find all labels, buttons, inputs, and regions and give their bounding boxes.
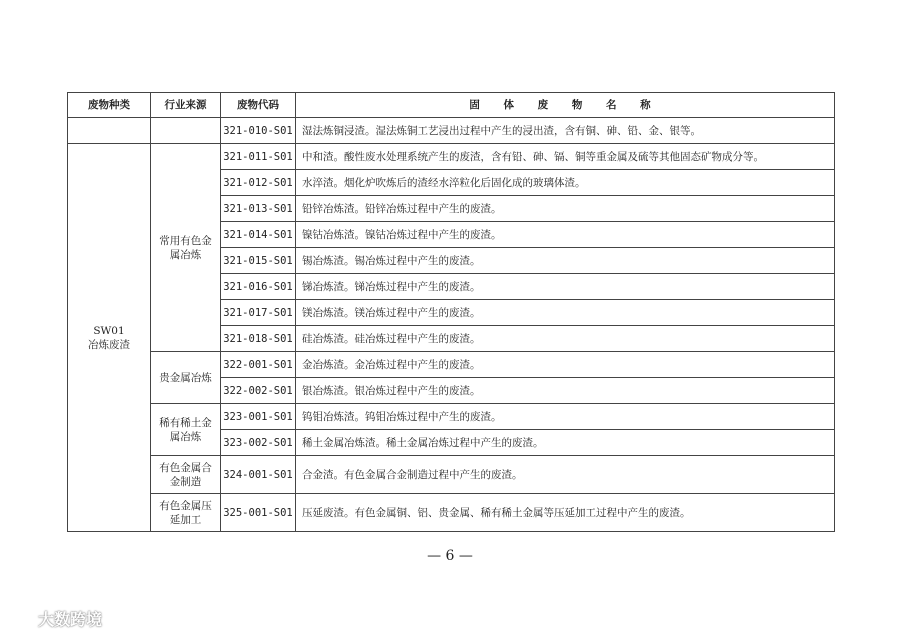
waste-code: 321-010-S01 xyxy=(221,118,296,144)
waste-code: 321-012-S01 xyxy=(221,170,296,196)
waste-code: 323-002-S01 xyxy=(221,430,296,456)
waste-code: 321-015-S01 xyxy=(221,248,296,274)
page-number: — 6 — xyxy=(427,548,473,564)
waste-code: 321-018-S01 xyxy=(221,326,296,352)
waste-code: 323-001-S01 xyxy=(221,404,296,430)
industry-label-line: 常用有色金 xyxy=(159,234,212,247)
category-name: 冶炼废渣 xyxy=(88,338,130,351)
waste-code: 321-017-S01 xyxy=(221,300,296,326)
waste-description: 锑冶炼渣。锑冶炼过程中产生的废渣。 xyxy=(296,274,835,300)
industry-label-line: 有色金属合 xyxy=(159,461,212,474)
table-row xyxy=(68,456,835,494)
waste-code: 321-016-S01 xyxy=(221,274,296,300)
industry-label-line: 稀有稀土金 xyxy=(159,416,212,429)
industry-precious-metals xyxy=(151,352,221,404)
waste-code: 324-001-S01 xyxy=(221,456,296,494)
header-waste-type: 废物种类 xyxy=(68,93,151,118)
waste-description: 稀土金属冶炼渣。稀土金属冶炼过程中产生的废渣。 xyxy=(296,430,835,456)
waste-description: 压延废渣。有色金属铜、铝、贵金属、稀有稀土金属等压延加工过程中产生的废渣。 xyxy=(296,494,835,532)
waste-description: 镁冶炼渣。镁冶炼过程中产生的废渣。 xyxy=(296,300,835,326)
waste-code: 322-001-S01 xyxy=(221,352,296,378)
waste-description: 金冶炼渣。金冶炼过程中产生的废渣。 xyxy=(296,352,835,378)
table-row xyxy=(68,144,835,170)
waste-description: 湿法炼铜浸渣。湿法炼铜工艺浸出过程中产生的浸出渣，含有铜、砷、铅、金、银等。 xyxy=(296,118,835,144)
waste-description: 铅锌冶炼渣。铅锌冶炼过程中产生的废渣。 xyxy=(296,196,835,222)
waste-code: 322-002-S01 xyxy=(221,378,296,404)
industry-label-line: 贵金属冶炼 xyxy=(159,371,212,384)
waste-code: 321-011-S01 xyxy=(221,144,296,170)
empty-cell xyxy=(68,118,151,144)
industry-common-nonferrous xyxy=(151,144,221,352)
industry-label-line: 延加工 xyxy=(169,513,202,526)
waste-description: 水淬渣。烟化炉吹炼后的渣经水淬粒化后固化成的玻璃体渣。 xyxy=(296,170,835,196)
waste-description: 硅冶炼渣。硅冶炼过程中产生的废渣。 xyxy=(296,326,835,352)
header-industry-source: 行业来源 xyxy=(151,93,221,118)
waste-code: 325-001-S01 xyxy=(221,494,296,532)
header-waste-code: 废物代码 xyxy=(221,93,296,118)
industry-label-line: 金制造 xyxy=(169,475,202,488)
header-waste-name: 固 体 废 物 名 称 xyxy=(296,93,835,118)
category-code: SW01 xyxy=(93,324,125,337)
waste-description: 钨钼冶炼渣。钨钼冶炼过程中产生的废渣。 xyxy=(296,404,835,430)
waste-description: 银冶炼渣。银冶炼过程中产生的废渣。 xyxy=(296,378,835,404)
table-row xyxy=(68,118,835,144)
watermark-logo-icon xyxy=(8,608,34,630)
waste-description: 合金渣。有色金属合金制造过程中产生的废渣。 xyxy=(296,456,835,494)
empty-cell xyxy=(151,118,221,144)
waste-table xyxy=(67,92,835,532)
watermark-text: 大数跨境 xyxy=(38,610,103,629)
waste-code: 321-014-S01 xyxy=(221,222,296,248)
table-row xyxy=(68,352,835,378)
table-header-row xyxy=(68,93,835,118)
category-cell xyxy=(68,144,151,532)
industry-rolling xyxy=(151,494,221,532)
table-row xyxy=(68,494,835,532)
industry-rare-earth xyxy=(151,404,221,456)
industry-label-line: 属冶炼 xyxy=(169,430,202,443)
industry-alloy xyxy=(151,456,221,494)
industry-label-line: 属冶炼 xyxy=(169,248,202,261)
industry-label-line: 有色金属压 xyxy=(159,499,212,512)
table-row xyxy=(68,404,835,430)
watermark xyxy=(8,607,102,630)
waste-description: 镍钴冶炼渣。镍钴冶炼过程中产生的废渣。 xyxy=(296,222,835,248)
waste-description: 锡冶炼渣。锡冶炼过程中产生的废渣。 xyxy=(296,248,835,274)
waste-description: 中和渣。酸性废水处理系统产生的废渣，含有铅、砷、镉、铜等重金属及硫等其他固态矿物成分等。 xyxy=(296,144,835,170)
waste-code: 321-013-S01 xyxy=(221,196,296,222)
